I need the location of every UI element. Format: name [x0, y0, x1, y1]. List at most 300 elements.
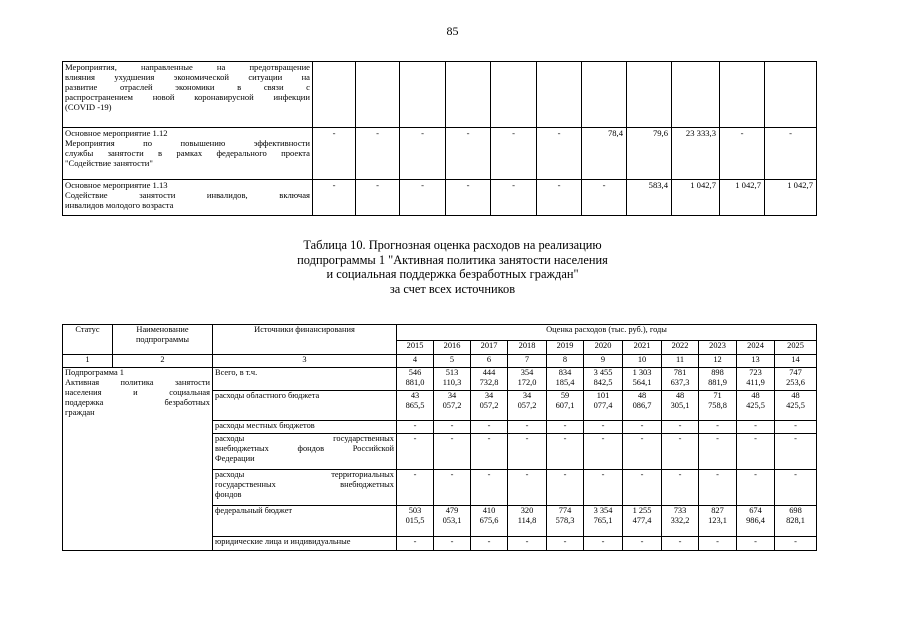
- value-line: 828,1: [786, 516, 805, 525]
- description-line: Содействие занятости инвалидов, включая: [65, 190, 310, 200]
- value-cell: [765, 62, 817, 128]
- value-cell: [775, 391, 817, 421]
- value-line: 723: [749, 368, 762, 377]
- title-line: подпрограммы 1 "Активная политика занятости населения: [297, 252, 608, 267]
- value-line: -: [754, 421, 757, 430]
- value-cell: [737, 421, 775, 434]
- value-cell: [434, 537, 471, 551]
- value-cell: [547, 434, 584, 470]
- value-line: 675,6: [479, 516, 499, 525]
- value-line: 101: [596, 391, 610, 400]
- value-cell: [471, 421, 508, 434]
- source-line: расходы территориальных: [215, 470, 394, 479]
- program-name-line: Активная политика занятости: [65, 378, 210, 387]
- year-cell: 2019: [547, 341, 584, 355]
- description-line: Основное мероприятие 1.13: [65, 180, 168, 190]
- value-cell: -: [491, 180, 537, 216]
- source-line: расходы местных бюджетов: [215, 421, 315, 430]
- value-cell: [627, 62, 672, 128]
- description-line: развитие отраслей экономики в связи с: [65, 82, 310, 92]
- value-line: -: [525, 537, 529, 546]
- activity-description: [63, 62, 313, 128]
- value-cell: [471, 368, 508, 391]
- value-cell: [313, 62, 356, 128]
- value-cell: [662, 434, 699, 470]
- value-line: -: [450, 537, 454, 546]
- value-cell: 1 042,7: [720, 180, 765, 216]
- year-cell: 2023: [699, 341, 737, 355]
- value-line: 758,8: [708, 401, 727, 410]
- value-line: 086,7: [632, 401, 652, 410]
- value-line: 015,5: [405, 516, 425, 525]
- value-cell: [699, 470, 737, 506]
- funding-source: [213, 391, 397, 421]
- value-line: 320: [520, 506, 534, 515]
- program-name: [63, 368, 213, 551]
- value-line: -: [640, 537, 644, 546]
- value-line: 354: [520, 368, 534, 377]
- value-cell: [434, 391, 471, 421]
- value-line: 477,4: [632, 516, 652, 525]
- value-cell: [508, 506, 547, 537]
- value-cell: [434, 368, 471, 391]
- column-number: 3: [213, 355, 397, 368]
- value-cell: [397, 537, 434, 551]
- value-line: -: [678, 537, 682, 546]
- value-line: -: [601, 537, 605, 546]
- value-line: 1 255: [632, 506, 652, 515]
- value-line: -: [640, 470, 644, 479]
- value-cell: [397, 506, 434, 537]
- value-cell: [737, 391, 775, 421]
- funding-source: [213, 421, 397, 434]
- description-line: службы занятости в рамках федерального проекта: [65, 148, 310, 158]
- value-line: 057,2: [479, 401, 499, 410]
- value-cell: [699, 506, 737, 537]
- value-line: 34: [484, 391, 494, 400]
- column-number: 8: [547, 355, 584, 368]
- value-cell: -: [491, 128, 537, 180]
- value-cell: -: [765, 128, 817, 180]
- value-cell: [584, 421, 623, 434]
- value-line: 637,3: [670, 378, 690, 387]
- value-cell: [397, 421, 434, 434]
- value-cell: [662, 470, 699, 506]
- value-line: 172,0: [517, 378, 537, 387]
- year-cell: 2025: [775, 341, 817, 355]
- value-line: 71: [713, 391, 722, 400]
- funding-source: [213, 506, 397, 537]
- value-line: 3 455: [593, 368, 613, 377]
- value-cell: -: [537, 180, 582, 216]
- value-cell: [547, 421, 584, 434]
- value-line: 546: [408, 368, 422, 377]
- column-number: 2: [113, 355, 213, 368]
- value-cell: 79,6: [627, 128, 672, 180]
- value-line: 881,9: [708, 378, 727, 387]
- value-line: 057,2: [517, 401, 537, 410]
- description-line: влияния ухудшения экономической ситуации на: [65, 72, 310, 82]
- title-line: Таблица 10. Прогнозная оценка расходов на реализацию: [303, 238, 602, 252]
- value-cell: [662, 391, 699, 421]
- source-line: Федерации: [215, 454, 255, 463]
- program-name-line: поддержка безработных: [65, 398, 210, 407]
- value-line: -: [525, 470, 529, 479]
- value-cell: -: [356, 128, 400, 180]
- value-line: 503: [408, 506, 422, 515]
- source-line: Всего, в т.ч.: [215, 368, 258, 377]
- value-line: 425,5: [786, 401, 805, 410]
- activity-description: [63, 128, 313, 180]
- value-cell: [737, 470, 775, 506]
- value-cell: [662, 421, 699, 434]
- header-program-name: Наименование подпрограммы: [113, 325, 213, 355]
- value-cell: [699, 434, 737, 470]
- table-row: [63, 180, 817, 216]
- value-line: 881,0: [405, 378, 425, 387]
- value-line: 110,3: [442, 378, 462, 387]
- year-cell: 2020: [584, 341, 623, 355]
- funding-source: [213, 537, 397, 551]
- expense-estimate-table: [62, 324, 817, 551]
- value-cell: [584, 506, 623, 537]
- value-cell: [547, 470, 584, 506]
- value-cell: -: [446, 128, 491, 180]
- value-line: -: [794, 421, 797, 430]
- description-line: Мероприятия по повышению эффективности: [65, 138, 310, 148]
- value-cell: [662, 537, 699, 551]
- value-line: -: [563, 421, 567, 430]
- value-line: -: [413, 434, 417, 443]
- value-line: 077,4: [593, 401, 613, 410]
- description-line: Основное мероприятие 1.12: [65, 128, 168, 138]
- value-line: -: [794, 470, 797, 479]
- value-line: 34: [447, 391, 457, 400]
- value-line: -: [754, 434, 757, 443]
- value-line: -: [413, 537, 417, 546]
- value-line: -: [601, 434, 605, 443]
- value-cell: [397, 391, 434, 421]
- value-line: -: [678, 470, 682, 479]
- column-number: 11: [662, 355, 699, 368]
- source-line: фондов: [215, 490, 242, 499]
- year-cell: 2017: [471, 341, 508, 355]
- value-line: -: [678, 421, 682, 430]
- value-line: 842,5: [593, 378, 613, 387]
- value-line: -: [794, 434, 797, 443]
- value-cell: [775, 537, 817, 551]
- value-cell: [434, 506, 471, 537]
- value-cell: [623, 506, 662, 537]
- value-cell: [547, 506, 584, 537]
- value-cell: [547, 537, 584, 551]
- value-line: 747: [789, 368, 802, 377]
- value-cell: [471, 470, 508, 506]
- year-cell: 2022: [662, 341, 699, 355]
- value-cell: [471, 537, 508, 551]
- value-cell: -: [446, 180, 491, 216]
- value-cell: [699, 368, 737, 391]
- value-cell: [699, 421, 737, 434]
- value-cell: [623, 368, 662, 391]
- description-line: инвалидов молодого возраста: [65, 200, 174, 210]
- value-line: 43: [410, 391, 420, 400]
- value-cell: 78,4: [582, 128, 627, 180]
- value-cell: [356, 62, 400, 128]
- value-cell: [397, 470, 434, 506]
- value-cell: [623, 434, 662, 470]
- value-line: 425,5: [746, 401, 765, 410]
- value-line: 34: [522, 391, 532, 400]
- value-line: -: [563, 537, 567, 546]
- value-cell: [623, 391, 662, 421]
- value-cell: [537, 62, 582, 128]
- program-name-line: Подпрограмма 1: [65, 368, 124, 377]
- column-number: 6: [471, 355, 508, 368]
- value-cell: -: [582, 180, 627, 216]
- value-cell: [508, 391, 547, 421]
- value-cell: [737, 537, 775, 551]
- value-cell: [397, 368, 434, 391]
- activity-description: [63, 180, 313, 216]
- table-row: [63, 368, 817, 391]
- value-cell: [582, 62, 627, 128]
- value-line: 123,1: [708, 516, 727, 525]
- value-line: 698: [789, 506, 802, 515]
- value-cell: [699, 391, 737, 421]
- value-line: -: [450, 421, 454, 430]
- value-cell: [737, 506, 775, 537]
- value-cell: [434, 470, 471, 506]
- description-line: Мероприятия, направленные на предотвращение: [65, 62, 310, 72]
- description-line: "Содействие занятости": [65, 158, 153, 168]
- value-cell: [699, 537, 737, 551]
- value-line: 781: [673, 368, 687, 377]
- header-sources: Источники финансирования: [213, 325, 397, 355]
- value-line: -: [525, 421, 529, 430]
- value-line: 48: [791, 391, 800, 400]
- value-line: -: [525, 434, 529, 443]
- value-line: 513: [445, 368, 459, 377]
- value-cell: 1 042,7: [765, 180, 817, 216]
- value-line: 986,4: [746, 516, 765, 525]
- column-number: 7: [508, 355, 547, 368]
- value-cell: -: [313, 180, 356, 216]
- value-line: 411,9: [746, 378, 765, 387]
- header-status: Статус: [63, 325, 113, 355]
- program-name-line: граждан: [65, 408, 95, 417]
- value-cell: [775, 506, 817, 537]
- value-line: 053,1: [442, 516, 462, 525]
- value-line: -: [413, 470, 417, 479]
- value-line: -: [563, 470, 567, 479]
- value-line: -: [487, 470, 491, 479]
- value-line: -: [450, 434, 454, 443]
- value-line: -: [450, 470, 454, 479]
- value-cell: [471, 391, 508, 421]
- column-number: 12: [699, 355, 737, 368]
- activities-table: [62, 61, 817, 216]
- value-cell: [672, 62, 720, 128]
- value-line: -: [716, 434, 719, 443]
- value-line: 253,6: [786, 378, 805, 387]
- funding-source: [213, 368, 397, 391]
- value-cell: [471, 506, 508, 537]
- column-number: 5: [434, 355, 471, 368]
- value-line: -: [487, 421, 491, 430]
- value-line: 834: [558, 368, 572, 377]
- value-line: 674: [749, 506, 762, 515]
- value-line: -: [601, 470, 605, 479]
- value-line: -: [754, 537, 757, 546]
- value-cell: [775, 368, 817, 391]
- table-row: [63, 128, 817, 180]
- year-cell: 2015: [397, 341, 434, 355]
- value-cell: [775, 470, 817, 506]
- value-cell: [547, 391, 584, 421]
- value-cell: [584, 470, 623, 506]
- value-line: -: [794, 537, 797, 546]
- value-line: 774: [558, 506, 572, 515]
- value-cell: [623, 537, 662, 551]
- source-line: федеральный бюджет: [215, 506, 293, 515]
- source-line: юридические лица и индивидуальные: [215, 537, 351, 546]
- value-line: 732,8: [479, 378, 499, 387]
- value-line: 48: [675, 391, 685, 400]
- year-cell: 2018: [508, 341, 547, 355]
- year-cell: 2021: [623, 341, 662, 355]
- header-estimate: Оценка расходов (тыс. руб.), годы: [397, 325, 817, 341]
- value-cell: [584, 434, 623, 470]
- program-name-line: населения и социальная: [65, 388, 210, 397]
- value-cell: [400, 62, 446, 128]
- value-line: 59: [560, 391, 570, 400]
- value-cell: [584, 537, 623, 551]
- value-line: 3 354: [593, 506, 613, 515]
- value-line: 1 303: [632, 368, 652, 377]
- value-line: 865,5: [405, 401, 425, 410]
- value-cell: -: [400, 180, 446, 216]
- value-line: 48: [751, 391, 760, 400]
- value-line: -: [754, 470, 757, 479]
- column-number: 4: [397, 355, 434, 368]
- value-cell: 23 333,3: [672, 128, 720, 180]
- value-line: 444: [482, 368, 496, 377]
- value-cell: [662, 506, 699, 537]
- value-cell: [491, 62, 537, 128]
- value-line: -: [487, 434, 491, 443]
- column-number: 9: [584, 355, 623, 368]
- source-line: расходы государственных: [215, 434, 394, 443]
- funding-source: [213, 434, 397, 470]
- column-number: 1: [63, 355, 113, 368]
- value-line: -: [640, 434, 644, 443]
- description-line: (COVID -19): [65, 102, 112, 112]
- value-cell: [471, 434, 508, 470]
- value-cell: [446, 62, 491, 128]
- value-line: 479: [445, 506, 459, 515]
- value-line: -: [487, 537, 491, 546]
- column-number: 13: [737, 355, 775, 368]
- value-line: 827: [711, 506, 724, 515]
- value-cell: -: [313, 128, 356, 180]
- value-cell: [775, 434, 817, 470]
- value-line: -: [413, 421, 417, 430]
- description-line: распространением новой коронавирусной инфекции: [65, 92, 310, 102]
- value-line: 733: [673, 506, 687, 515]
- value-line: 114,8: [517, 516, 537, 525]
- value-cell: -: [356, 180, 400, 216]
- value-cell: [623, 470, 662, 506]
- value-line: -: [716, 421, 719, 430]
- value-cell: [397, 434, 434, 470]
- table-row: [63, 62, 817, 128]
- value-line: -: [716, 470, 719, 479]
- value-cell: [737, 434, 775, 470]
- source-line: расходы областного бюджета: [215, 391, 320, 400]
- value-cell: 1 042,7: [672, 180, 720, 216]
- value-cell: [434, 421, 471, 434]
- value-cell: [737, 368, 775, 391]
- value-cell: [508, 470, 547, 506]
- title-line: за счет всех источников: [389, 281, 516, 296]
- funding-source: [213, 470, 397, 506]
- value-cell: [775, 421, 817, 434]
- year-cell: 2024: [737, 341, 775, 355]
- value-cell: [508, 537, 547, 551]
- value-line: 765,1: [593, 516, 613, 525]
- value-cell: [508, 421, 547, 434]
- value-line: -: [601, 421, 605, 430]
- value-cell: [623, 421, 662, 434]
- value-line: 057,2: [442, 401, 462, 410]
- year-cell: 2016: [434, 341, 471, 355]
- column-number: 14: [775, 355, 817, 368]
- value-cell: [547, 368, 584, 391]
- page-number: 85: [446, 24, 459, 38]
- value-line: 185,4: [555, 378, 575, 387]
- value-cell: 583,4: [627, 180, 672, 216]
- value-cell: -: [400, 128, 446, 180]
- value-line: -: [716, 537, 719, 546]
- source-line: государственных внебюджетных: [215, 480, 394, 489]
- value-line: -: [678, 434, 682, 443]
- value-line: -: [640, 421, 644, 430]
- value-line: 578,3: [555, 516, 575, 525]
- value-line: 410: [482, 506, 496, 515]
- value-cell: [584, 391, 623, 421]
- value-cell: [662, 368, 699, 391]
- value-cell: [508, 368, 547, 391]
- value-line: 607,1: [555, 401, 575, 410]
- value-cell: -: [720, 128, 765, 180]
- value-cell: [508, 434, 547, 470]
- value-line: 305,1: [670, 401, 690, 410]
- value-cell: [720, 62, 765, 128]
- value-line: 332,2: [670, 516, 690, 525]
- value-cell: [584, 368, 623, 391]
- value-line: 564,1: [632, 378, 652, 387]
- source-line: внебюджетных фондов Российской: [215, 444, 394, 453]
- column-number: 10: [623, 355, 662, 368]
- value-cell: -: [537, 128, 582, 180]
- value-line: 48: [637, 391, 647, 400]
- value-line: 898: [711, 368, 724, 377]
- table-title: [0, 238, 905, 296]
- value-line: -: [563, 434, 567, 443]
- title-line: и социальная поддержка безработных граждан": [326, 267, 579, 282]
- value-cell: [434, 434, 471, 470]
